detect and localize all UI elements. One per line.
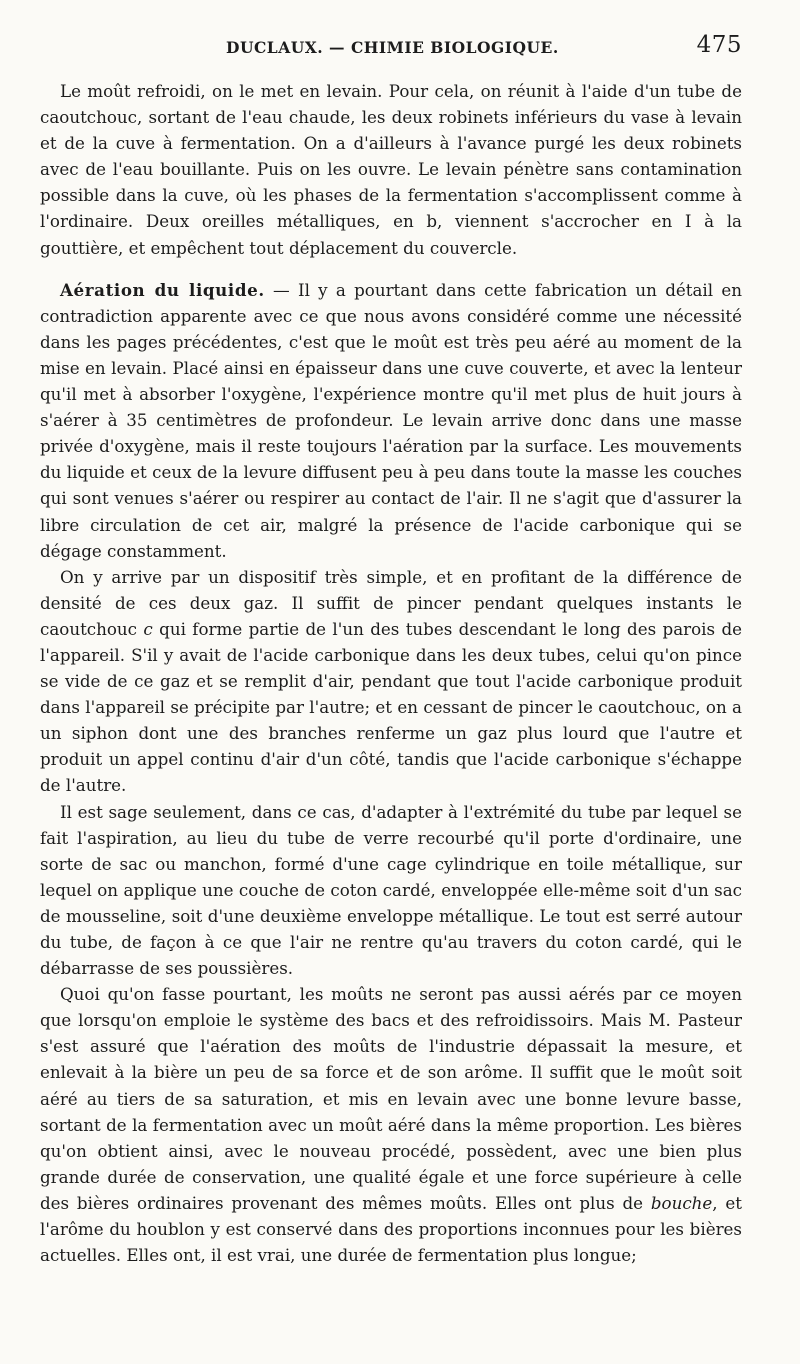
paragraph-pasteur-text-b: , et l'arôme du houblon y est conservé dans des proportions inconnues pour les bières actuelles. Elles ont, il est vrai, une durée de fermentation plus longue;: [40, 1192, 742, 1266]
italic-word-bouche: bouche: [650, 1192, 713, 1213]
paragraph-manchon: Il est sage seulement, dans ce cas, d'adapter à l'extrémité du tube par lequel se fait l'aspiration, au lieu du tube de verre recourbé qu'il porte d'ordinaire, une sorte de sac ou manchon, formé d'une cage cylindrique en toile métallique, sur lequel on applique une couche de coton cardé, enveloppée elle-même soit d'un sac de mousseline, soit d'une deuxième enveloppe métallique. Le tout est serré autour du tube, de façon à ce que l'air ne rentre qu'au travers du coton cardé, qui le débarrasse de ses poussières.: [40, 801, 742, 979]
book-page: [40, 32, 742, 1268]
paragraph-aeration: [40, 277, 742, 564]
paragraph-pasteur-text-a: Quoi qu'on fasse pourtant, les moûts ne seront pas aussi aérés par ce moyen que lorsqu'on emploie le système des bacs et des refroidissoirs. Mais M. Pasteur s'est assuré que l'aération des moûts de l'industrie dépassait la mesure, et enlevait à la bière un peu de sa force et de son arôme. Il suffit que le moût soit aéré au tiers de sa saturation, et mis en levain avec une bonne levure basse, sortant de la fermentation avec un moût aéré dans la même proportion. Les bières qu'on obtient ainsi, avec le nouveau procédé, possèdent, avec une bien plus grande durée de conservation, une qualité égale et une force supérieure à celle des bières ordinaires provenant des mêmes moûts. Elles ont plus de: [40, 984, 742, 1213]
italic-letter-c: c: [143, 618, 153, 639]
section-heading: Aération du liquide.: [60, 279, 265, 300]
paragraph-aeration-text: — Il y a pourtant dans cette fabrication un détail en contradiction apparente avec ce que nous avons considéré comme une nécessité dans les pages précédentes, c'est que le moût est très peu aéré au moment de la mise en levain. Placé ainsi en épaisseur dans une cuve couverte, et avec la lenteur qu'il met à absorber l'oxygène, l'expérience montre qu'il met plus de huit jours à s'aérer à 35 centimètres de profondeur. Le levain arrive donc dans une masse privée d'oxygène, mais il reste toujours l'aération par la surface. Les mouvements du liquide et ceux de la levure diffusent peu à peu dans toute la masse les couches qui sont venues s'aérer ou respirer au contact de l'air. Il ne s'agit que d'assurer la libre circulation de cet air, malgré la présence de l'acide carbonique qui se dégage constamment.: [40, 279, 742, 561]
running-title: DUCLAUX. — CHIMIE BIOLOGIQUE.: [226, 38, 559, 57]
paragraph-dispositif-text-a: On y arrive par un dispositif très simple, et en profitant de la différence de densité de ces deux gaz. Il suffit de pincer pendant quelques instants le caoutchouc: [40, 566, 742, 639]
paragraph-levain: Le moût refroidi, on le met en levain. Pour cela, on réunit à l'aide d'un tube de caoutchouc, sortant de l'eau chaude, les deux robinets inférieurs du vase à levain et de la cuve à fermentation. On a d'ailleurs à l'avance purgé les deux robinets avec de l'eau bouillante. Puis on les ouvre. Le levain pénètre sans contamination possible dans la cuve, où les phases de la fermentation s'accomplissent comme à l'ordinaire. Deux oreilles métalliques, en b, viennent s'accrocher en I à la gouttière, et empêchent tout déplacement du couvercle.: [40, 81, 742, 258]
running-head: [40, 32, 742, 66]
page-number: 475: [696, 32, 742, 58]
paragraph-pasteur: [40, 981, 742, 1268]
paragraph-dispositif: [40, 564, 742, 799]
paragraph-dispositif-text-b: qui forme partie de l'un des tubes descendant le long des parois de l'appareil. S'il y avait de l'acide carbonique dans les deux tubes, celui qu'on pince se vide de ce gaz et se remplit d'air, pendant que tout l'acide carbonique produit dans l'appareil se précipite par l'autre; et en cessant de pincer le caoutchouc, on a un siphon dont une des branches renferme un gaz plus lourd que l'autre et produit un appel continu d'air d'un côté, tandis que l'acide carbonique s'échappe de l'autre.: [40, 618, 743, 796]
